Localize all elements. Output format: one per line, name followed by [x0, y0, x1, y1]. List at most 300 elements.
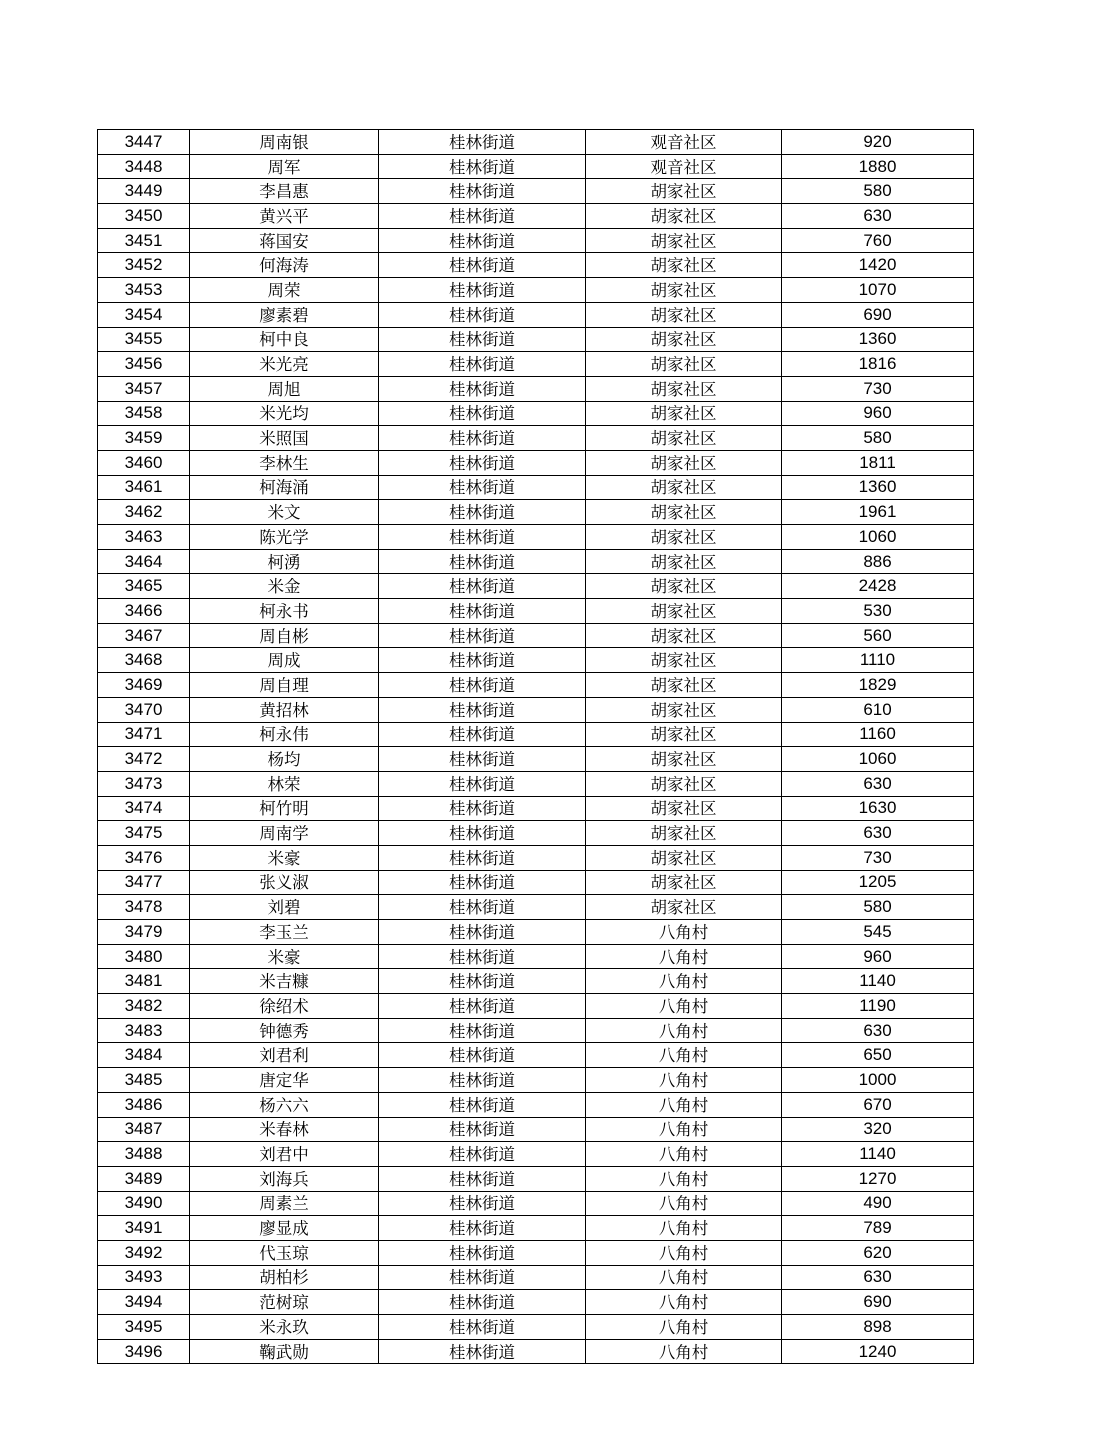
community-cell: 八角村: [586, 1290, 782, 1315]
table-row: [98, 1216, 974, 1241]
community-cell: 胡家社区: [586, 179, 782, 204]
amount-cell: 1160: [782, 722, 974, 747]
name-cell: 周军: [190, 154, 379, 179]
row-number-cell: 3468: [98, 648, 190, 673]
amount-cell: 670: [782, 1092, 974, 1117]
street-cell: 桂林街道: [379, 623, 586, 648]
community-cell: 胡家社区: [586, 870, 782, 895]
row-number-cell: 3459: [98, 426, 190, 451]
street-cell: 桂林街道: [379, 450, 586, 475]
amount-cell: 1070: [782, 278, 974, 303]
community-cell: 八角村: [586, 1216, 782, 1241]
table-row: [98, 944, 974, 969]
table-row: [98, 154, 974, 179]
table-row: [98, 475, 974, 500]
name-cell: 廖显成: [190, 1216, 379, 1241]
row-number-cell: 3458: [98, 401, 190, 426]
amount-cell: 545: [782, 920, 974, 945]
table-row: [98, 1240, 974, 1265]
amount-cell: 690: [782, 1290, 974, 1315]
row-number-cell: 3471: [98, 722, 190, 747]
row-number-cell: 3464: [98, 549, 190, 574]
community-cell: 胡家社区: [586, 599, 782, 624]
row-number-cell: 3470: [98, 697, 190, 722]
street-cell: 桂林街道: [379, 376, 586, 401]
amount-cell: 1420: [782, 253, 974, 278]
row-number-cell: 3480: [98, 944, 190, 969]
table-row: [98, 549, 974, 574]
amount-cell: 580: [782, 895, 974, 920]
name-cell: 刘海兵: [190, 1166, 379, 1191]
table-row: [98, 623, 974, 648]
table-row: [98, 1315, 974, 1340]
table-row: [98, 500, 974, 525]
name-cell: 何海涛: [190, 253, 379, 278]
name-cell: 周旭: [190, 376, 379, 401]
name-cell: 米春林: [190, 1117, 379, 1142]
amount-cell: 960: [782, 944, 974, 969]
table-row: [98, 599, 974, 624]
community-cell: 胡家社区: [586, 401, 782, 426]
street-cell: 桂林街道: [379, 130, 586, 155]
street-cell: 桂林街道: [379, 1290, 586, 1315]
community-cell: 胡家社区: [586, 426, 782, 451]
amount-cell: 1110: [782, 648, 974, 673]
table-row: [98, 1142, 974, 1167]
name-cell: 米文: [190, 500, 379, 525]
amount-cell: 730: [782, 376, 974, 401]
amount-cell: 898: [782, 1315, 974, 1340]
street-cell: 桂林街道: [379, 697, 586, 722]
row-number-cell: 3487: [98, 1117, 190, 1142]
street-cell: 桂林街道: [379, 401, 586, 426]
table-row: [98, 697, 974, 722]
amount-cell: 560: [782, 623, 974, 648]
street-cell: 桂林街道: [379, 228, 586, 253]
table-row: [98, 673, 974, 698]
street-cell: 桂林街道: [379, 747, 586, 772]
name-cell: 柯湧: [190, 549, 379, 574]
name-cell: 李林生: [190, 450, 379, 475]
amount-cell: 1829: [782, 673, 974, 698]
amount-cell: 1190: [782, 994, 974, 1019]
row-number-cell: 3472: [98, 747, 190, 772]
table-row: [98, 845, 974, 870]
street-cell: 桂林街道: [379, 1043, 586, 1068]
table-row: [98, 1018, 974, 1043]
street-cell: 桂林街道: [379, 1092, 586, 1117]
name-cell: 柯中良: [190, 327, 379, 352]
row-number-cell: 3488: [98, 1142, 190, 1167]
name-cell: 唐定华: [190, 1068, 379, 1093]
street-cell: 桂林街道: [379, 500, 586, 525]
amount-cell: 580: [782, 179, 974, 204]
amount-cell: 1630: [782, 796, 974, 821]
name-cell: 周自理: [190, 673, 379, 698]
street-cell: 桂林街道: [379, 1166, 586, 1191]
amount-cell: 1140: [782, 969, 974, 994]
name-cell: 柯永伟: [190, 722, 379, 747]
table-row: [98, 1265, 974, 1290]
table-row: [98, 327, 974, 352]
amount-cell: 1880: [782, 154, 974, 179]
name-cell: 张义淑: [190, 870, 379, 895]
amount-cell: 730: [782, 845, 974, 870]
street-cell: 桂林街道: [379, 352, 586, 377]
name-cell: 范树琼: [190, 1290, 379, 1315]
amount-cell: 1360: [782, 475, 974, 500]
street-cell: 桂林街道: [379, 771, 586, 796]
table-row: [98, 920, 974, 945]
street-cell: 桂林街道: [379, 722, 586, 747]
community-cell: 八角村: [586, 1265, 782, 1290]
street-cell: 桂林街道: [379, 870, 586, 895]
street-cell: 桂林街道: [379, 648, 586, 673]
community-cell: 胡家社区: [586, 574, 782, 599]
amount-cell: 1140: [782, 1142, 974, 1167]
community-cell: 八角村: [586, 1339, 782, 1364]
community-cell: 八角村: [586, 1018, 782, 1043]
street-cell: 桂林街道: [379, 278, 586, 303]
table-row: [98, 747, 974, 772]
row-number-cell: 3460: [98, 450, 190, 475]
amount-cell: 650: [782, 1043, 974, 1068]
community-cell: 观音社区: [586, 130, 782, 155]
community-cell: 八角村: [586, 969, 782, 994]
name-cell: 李昌惠: [190, 179, 379, 204]
row-number-cell: 3491: [98, 1216, 190, 1241]
community-cell: 八角村: [586, 1142, 782, 1167]
community-cell: 八角村: [586, 1191, 782, 1216]
community-cell: 胡家社区: [586, 549, 782, 574]
row-number-cell: 3469: [98, 673, 190, 698]
community-cell: 八角村: [586, 920, 782, 945]
community-cell: 胡家社区: [586, 376, 782, 401]
name-cell: 鞠武勋: [190, 1339, 379, 1364]
row-number-cell: 3475: [98, 821, 190, 846]
name-cell: 黄兴平: [190, 204, 379, 229]
row-number-cell: 3449: [98, 179, 190, 204]
row-number-cell: 3493: [98, 1265, 190, 1290]
row-number-cell: 3485: [98, 1068, 190, 1093]
amount-cell: 630: [782, 1018, 974, 1043]
row-number-cell: 3494: [98, 1290, 190, 1315]
community-cell: 胡家社区: [586, 302, 782, 327]
street-cell: 桂林街道: [379, 994, 586, 1019]
name-cell: 徐绍术: [190, 994, 379, 1019]
amount-cell: 1240: [782, 1339, 974, 1364]
name-cell: 米金: [190, 574, 379, 599]
street-cell: 桂林街道: [379, 253, 586, 278]
community-cell: 观音社区: [586, 154, 782, 179]
row-number-cell: 3496: [98, 1339, 190, 1364]
community-cell: 八角村: [586, 1240, 782, 1265]
name-cell: 杨均: [190, 747, 379, 772]
community-cell: 八角村: [586, 1166, 782, 1191]
row-number-cell: 3495: [98, 1315, 190, 1340]
amount-cell: 1811: [782, 450, 974, 475]
amount-cell: 1060: [782, 525, 974, 550]
street-cell: 桂林街道: [379, 1191, 586, 1216]
amount-cell: 760: [782, 228, 974, 253]
street-cell: 桂林街道: [379, 204, 586, 229]
community-cell: 八角村: [586, 1043, 782, 1068]
row-number-cell: 3447: [98, 130, 190, 155]
row-number-cell: 3481: [98, 969, 190, 994]
data-table: [97, 129, 974, 1364]
row-number-cell: 3476: [98, 845, 190, 870]
table-row: [98, 253, 974, 278]
street-cell: 桂林街道: [379, 154, 586, 179]
table-row: [98, 722, 974, 747]
table-row: [98, 401, 974, 426]
amount-cell: 1816: [782, 352, 974, 377]
table-row: [98, 895, 974, 920]
name-cell: 米永玖: [190, 1315, 379, 1340]
row-number-cell: 3448: [98, 154, 190, 179]
amount-cell: 886: [782, 549, 974, 574]
table-row: [98, 376, 974, 401]
amount-cell: 789: [782, 1216, 974, 1241]
row-number-cell: 3483: [98, 1018, 190, 1043]
community-cell: 八角村: [586, 1315, 782, 1340]
community-cell: 胡家社区: [586, 228, 782, 253]
amount-cell: 960: [782, 401, 974, 426]
table-row: [98, 179, 974, 204]
amount-cell: 1360: [782, 327, 974, 352]
community-cell: 胡家社区: [586, 352, 782, 377]
community-cell: 胡家社区: [586, 747, 782, 772]
community-cell: 胡家社区: [586, 771, 782, 796]
amount-cell: 1060: [782, 747, 974, 772]
row-number-cell: 3452: [98, 253, 190, 278]
street-cell: 桂林街道: [379, 179, 586, 204]
name-cell: 周成: [190, 648, 379, 673]
street-cell: 桂林街道: [379, 327, 586, 352]
street-cell: 桂林街道: [379, 426, 586, 451]
row-number-cell: 3486: [98, 1092, 190, 1117]
name-cell: 周南学: [190, 821, 379, 846]
street-cell: 桂林街道: [379, 1142, 586, 1167]
table-row: [98, 426, 974, 451]
amount-cell: 610: [782, 697, 974, 722]
community-cell: 胡家社区: [586, 475, 782, 500]
table-row: [98, 1166, 974, 1191]
amount-cell: 580: [782, 426, 974, 451]
street-cell: 桂林街道: [379, 599, 586, 624]
amount-cell: 490: [782, 1191, 974, 1216]
community-cell: 八角村: [586, 944, 782, 969]
row-number-cell: 3465: [98, 574, 190, 599]
community-cell: 八角村: [586, 994, 782, 1019]
street-cell: 桂林街道: [379, 1265, 586, 1290]
name-cell: 李玉兰: [190, 920, 379, 945]
table-row: [98, 1339, 974, 1364]
name-cell: 杨六六: [190, 1092, 379, 1117]
community-cell: 胡家社区: [586, 253, 782, 278]
street-cell: 桂林街道: [379, 673, 586, 698]
row-number-cell: 3462: [98, 500, 190, 525]
table-row: [98, 450, 974, 475]
row-number-cell: 3463: [98, 525, 190, 550]
street-cell: 桂林街道: [379, 1018, 586, 1043]
row-number-cell: 3453: [98, 278, 190, 303]
community-cell: 八角村: [586, 1068, 782, 1093]
row-number-cell: 3484: [98, 1043, 190, 1068]
table-row: [98, 648, 974, 673]
name-cell: 林荣: [190, 771, 379, 796]
name-cell: 代玉琼: [190, 1240, 379, 1265]
name-cell: 周自彬: [190, 623, 379, 648]
community-cell: 胡家社区: [586, 697, 782, 722]
row-number-cell: 3461: [98, 475, 190, 500]
name-cell: 米光均: [190, 401, 379, 426]
amount-cell: 1961: [782, 500, 974, 525]
name-cell: 米豪: [190, 845, 379, 870]
table-row: [98, 352, 974, 377]
name-cell: 周素兰: [190, 1191, 379, 1216]
row-number-cell: 3474: [98, 796, 190, 821]
community-cell: 胡家社区: [586, 821, 782, 846]
name-cell: 刘碧: [190, 895, 379, 920]
row-number-cell: 3477: [98, 870, 190, 895]
name-cell: 周南银: [190, 130, 379, 155]
name-cell: 柯竹明: [190, 796, 379, 821]
amount-cell: 1270: [782, 1166, 974, 1191]
street-cell: 桂林街道: [379, 944, 586, 969]
amount-cell: 920: [782, 130, 974, 155]
name-cell: 刘君利: [190, 1043, 379, 1068]
name-cell: 柯永书: [190, 599, 379, 624]
community-cell: 八角村: [586, 1092, 782, 1117]
amount-cell: 2428: [782, 574, 974, 599]
community-cell: 胡家社区: [586, 673, 782, 698]
table-row: [98, 1117, 974, 1142]
table-row: [98, 821, 974, 846]
table-row: [98, 1043, 974, 1068]
amount-cell: 690: [782, 302, 974, 327]
community-cell: 胡家社区: [586, 722, 782, 747]
row-number-cell: 3456: [98, 352, 190, 377]
street-cell: 桂林街道: [379, 549, 586, 574]
row-number-cell: 3467: [98, 623, 190, 648]
name-cell: 米照国: [190, 426, 379, 451]
row-number-cell: 3454: [98, 302, 190, 327]
name-cell: 米豪: [190, 944, 379, 969]
table-body: [98, 130, 974, 1364]
name-cell: 周荣: [190, 278, 379, 303]
table-row: [98, 796, 974, 821]
name-cell: 刘君中: [190, 1142, 379, 1167]
street-cell: 桂林街道: [379, 821, 586, 846]
street-cell: 桂林街道: [379, 1240, 586, 1265]
row-number-cell: 3478: [98, 895, 190, 920]
name-cell: 米光亮: [190, 352, 379, 377]
community-cell: 胡家社区: [586, 500, 782, 525]
row-number-cell: 3489: [98, 1166, 190, 1191]
row-number-cell: 3492: [98, 1240, 190, 1265]
name-cell: 蒋国安: [190, 228, 379, 253]
street-cell: 桂林街道: [379, 1216, 586, 1241]
table-row: [98, 1191, 974, 1216]
row-number-cell: 3457: [98, 376, 190, 401]
name-cell: 胡柏杉: [190, 1265, 379, 1290]
street-cell: 桂林街道: [379, 574, 586, 599]
amount-cell: 620: [782, 1240, 974, 1265]
row-number-cell: 3451: [98, 228, 190, 253]
street-cell: 桂林街道: [379, 895, 586, 920]
table-row: [98, 278, 974, 303]
community-cell: 胡家社区: [586, 278, 782, 303]
community-cell: 胡家社区: [586, 450, 782, 475]
table-row: [98, 771, 974, 796]
community-cell: 胡家社区: [586, 796, 782, 821]
table-row: [98, 130, 974, 155]
street-cell: 桂林街道: [379, 1339, 586, 1364]
name-cell: 钟德秀: [190, 1018, 379, 1043]
street-cell: 桂林街道: [379, 525, 586, 550]
community-cell: 胡家社区: [586, 204, 782, 229]
amount-cell: 1000: [782, 1068, 974, 1093]
table-row: [98, 1068, 974, 1093]
table-row: [98, 228, 974, 253]
table-row: [98, 870, 974, 895]
street-cell: 桂林街道: [379, 475, 586, 500]
amount-cell: 630: [782, 204, 974, 229]
table-row: [98, 994, 974, 1019]
amount-cell: 630: [782, 821, 974, 846]
name-cell: 陈光学: [190, 525, 379, 550]
amount-cell: 530: [782, 599, 974, 624]
street-cell: 桂林街道: [379, 1315, 586, 1340]
amount-cell: 630: [782, 1265, 974, 1290]
street-cell: 桂林街道: [379, 1068, 586, 1093]
table-row: [98, 1092, 974, 1117]
row-number-cell: 3490: [98, 1191, 190, 1216]
amount-cell: 320: [782, 1117, 974, 1142]
street-cell: 桂林街道: [379, 1117, 586, 1142]
street-cell: 桂林街道: [379, 796, 586, 821]
community-cell: 胡家社区: [586, 623, 782, 648]
table-row: [98, 1290, 974, 1315]
name-cell: 廖素碧: [190, 302, 379, 327]
community-cell: 胡家社区: [586, 327, 782, 352]
row-number-cell: 3482: [98, 994, 190, 1019]
amount-cell: 630: [782, 771, 974, 796]
street-cell: 桂林街道: [379, 920, 586, 945]
community-cell: 胡家社区: [586, 895, 782, 920]
name-cell: 柯海涌: [190, 475, 379, 500]
street-cell: 桂林街道: [379, 845, 586, 870]
table-row: [98, 574, 974, 599]
name-cell: 黄招林: [190, 697, 379, 722]
amount-cell: 1205: [782, 870, 974, 895]
table-row: [98, 204, 974, 229]
row-number-cell: 3473: [98, 771, 190, 796]
table-row: [98, 969, 974, 994]
row-number-cell: 3466: [98, 599, 190, 624]
row-number-cell: 3479: [98, 920, 190, 945]
table-row: [98, 302, 974, 327]
community-cell: 八角村: [586, 1117, 782, 1142]
community-cell: 胡家社区: [586, 525, 782, 550]
row-number-cell: 3455: [98, 327, 190, 352]
table-row: [98, 525, 974, 550]
street-cell: 桂林街道: [379, 969, 586, 994]
row-number-cell: 3450: [98, 204, 190, 229]
community-cell: 胡家社区: [586, 648, 782, 673]
name-cell: 米吉糠: [190, 969, 379, 994]
